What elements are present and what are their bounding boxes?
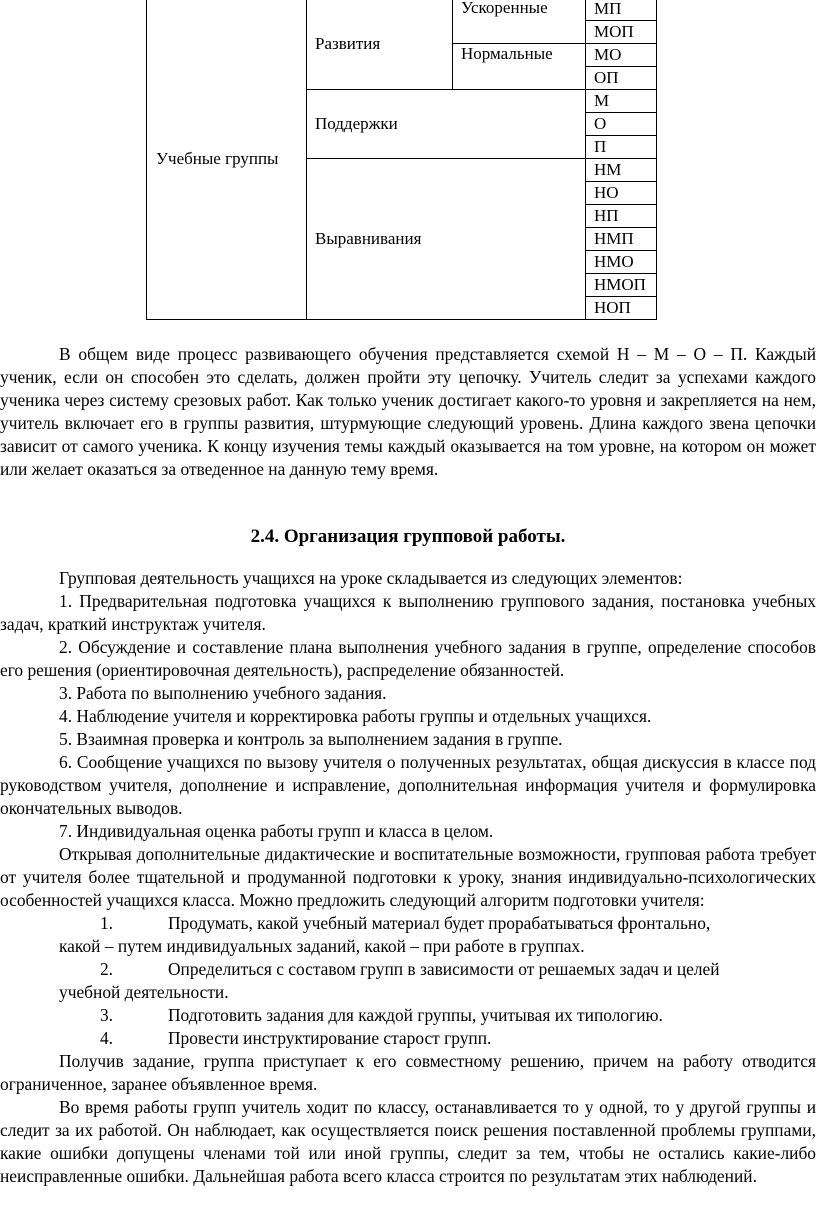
intro-block xyxy=(0,343,816,481)
algorithm-first-line: Продумать, какой учебный материал будет прорабатываться фронтально, xyxy=(168,913,711,933)
algorithm-continuation: учебной деятельности. xyxy=(59,982,229,1002)
section-heading: 2.4. Организация групповой работы. xyxy=(250,526,566,547)
code-cell: МП xyxy=(586,0,657,21)
code-cell: ОП xyxy=(586,67,657,90)
element-item: 1. Предварительная подготовка учащихся к выполнению группового задания, постановка учебных задач, краткий инструктаж учителя. xyxy=(0,591,816,634)
element-item: 5. Взаимная проверка и контроль за выполнением задания в группе. xyxy=(59,729,563,749)
algorithm-first-line: Провести инструктирование старост групп. xyxy=(168,1028,492,1048)
element-item: 3. Работа по выполнению учебного задания. xyxy=(59,683,387,703)
code-cell: МОП xyxy=(586,21,657,44)
element-item: 7. Индивидуальная оценка работы групп и класса в целом. xyxy=(59,821,494,841)
group-support-cell: Поддержки xyxy=(307,90,586,159)
algorithm-first-line: Подготовить задания для каждой группы, учитывая их типологию. xyxy=(168,1005,663,1025)
algorithm-number: 1. xyxy=(99,913,113,933)
code-cell: НОП xyxy=(586,297,657,320)
code-cell: О xyxy=(586,113,657,136)
intro-paragraph: В общем виде процесс развивающего обучения представляется схемой Н – М – О – П. Каждый ученик, если он способен это сделать, должен пройти эту цепочку. Учитель следит за успехами каждого ученика через систему срезовых работ. Как только ученик достигает какого-то уровня и закрепляется на нем, учитель включает его в группы развития, штурмующие следующий уровень. Длина каждого звена цепочки зависит от самого ученика. К концу изучения темы каждый оказывается на том уровне, на котором он может или желает оказаться за отведенное на данную тему время. xyxy=(0,344,816,479)
main-label-cell: Учебные группы xyxy=(147,0,307,320)
possibilities-paragraph: Открывая дополнительные дидактические и воспитательные возможности, групповая работа требует от учителя более тщательной и продуманной подготовки к уроку, знания индивидуально-психологических особенностей учащихся класса. Можно предложить следующий алгоритм подготовки учителя: xyxy=(0,844,816,910)
code-cell: НМОП xyxy=(586,274,657,297)
learning-groups-table xyxy=(146,0,657,320)
algorithm-item xyxy=(0,958,816,1004)
code-cell: П xyxy=(586,136,657,159)
elements-intro: Групповая деятельность учащихся на уроке складывается из следующих элементов: xyxy=(59,568,683,588)
code-cell: МО xyxy=(586,44,657,67)
body-block xyxy=(0,567,816,1188)
subgroup-accelerated-cell: Ускоренные xyxy=(453,0,586,44)
algorithm-number: 3. xyxy=(99,1005,113,1025)
algorithm-first-line: Определиться с составом групп в зависимости от решаемых задач и целей xyxy=(168,959,720,979)
subgroup-normal-cell: Нормальные xyxy=(453,44,586,90)
code-cell: НП xyxy=(586,205,657,228)
task-paragraph: Получив задание, группа приступает к его совместному решению, причем на работу отводится ограниченное, заранее объявленное время. xyxy=(0,1051,816,1094)
final-paragraph: Во время работы групп учитель ходит по классу, останавливается то у одной, то у другой группы и следит за их работой. Он наблюдает, как осуществляется поиск решения поставленной проблемы группами, какие ошибки допущены членами той или иной группы, следит за тем, чтобы не остались какие-либо неисправленные ошибки. Дальнейшая работа всего класса строится по результатам этих наблюдений. xyxy=(0,1097,816,1186)
algorithm-number: 2. xyxy=(99,959,113,979)
element-item: 2. Обсуждение и составление плана выполнения учебного задания в группе, определение способов его решения (ориентировочная деятельность), распределение обязанностей. xyxy=(0,637,816,680)
algorithm-item xyxy=(0,1004,816,1027)
algorithm-item xyxy=(0,1027,816,1050)
code-cell: М xyxy=(586,90,657,113)
code-cell: НМ xyxy=(586,159,657,182)
element-item: 6. Сообщение учащихся по вызову учителя о полученных результатах, общая дискуссия в классе под руководством учителя, дополнение и исправление, дополнительная информация учителя и формулировка окончательных выводов. xyxy=(0,752,816,818)
group-development-cell: Развития xyxy=(307,0,453,90)
group-leveling-cell: Выравнивания xyxy=(307,159,586,320)
algorithm-item xyxy=(0,912,816,958)
code-cell: НМП xyxy=(586,228,657,251)
code-cell: НМО xyxy=(586,251,657,274)
code-cell: НО xyxy=(586,182,657,205)
element-item: 4. Наблюдение учителя и корректировка работы группы и отдельных учащихся. xyxy=(59,706,652,726)
algorithm-continuation: какой – путем индивидуальных заданий, какой – при работе в группах. xyxy=(59,936,585,956)
algorithm-number: 4. xyxy=(99,1028,113,1048)
